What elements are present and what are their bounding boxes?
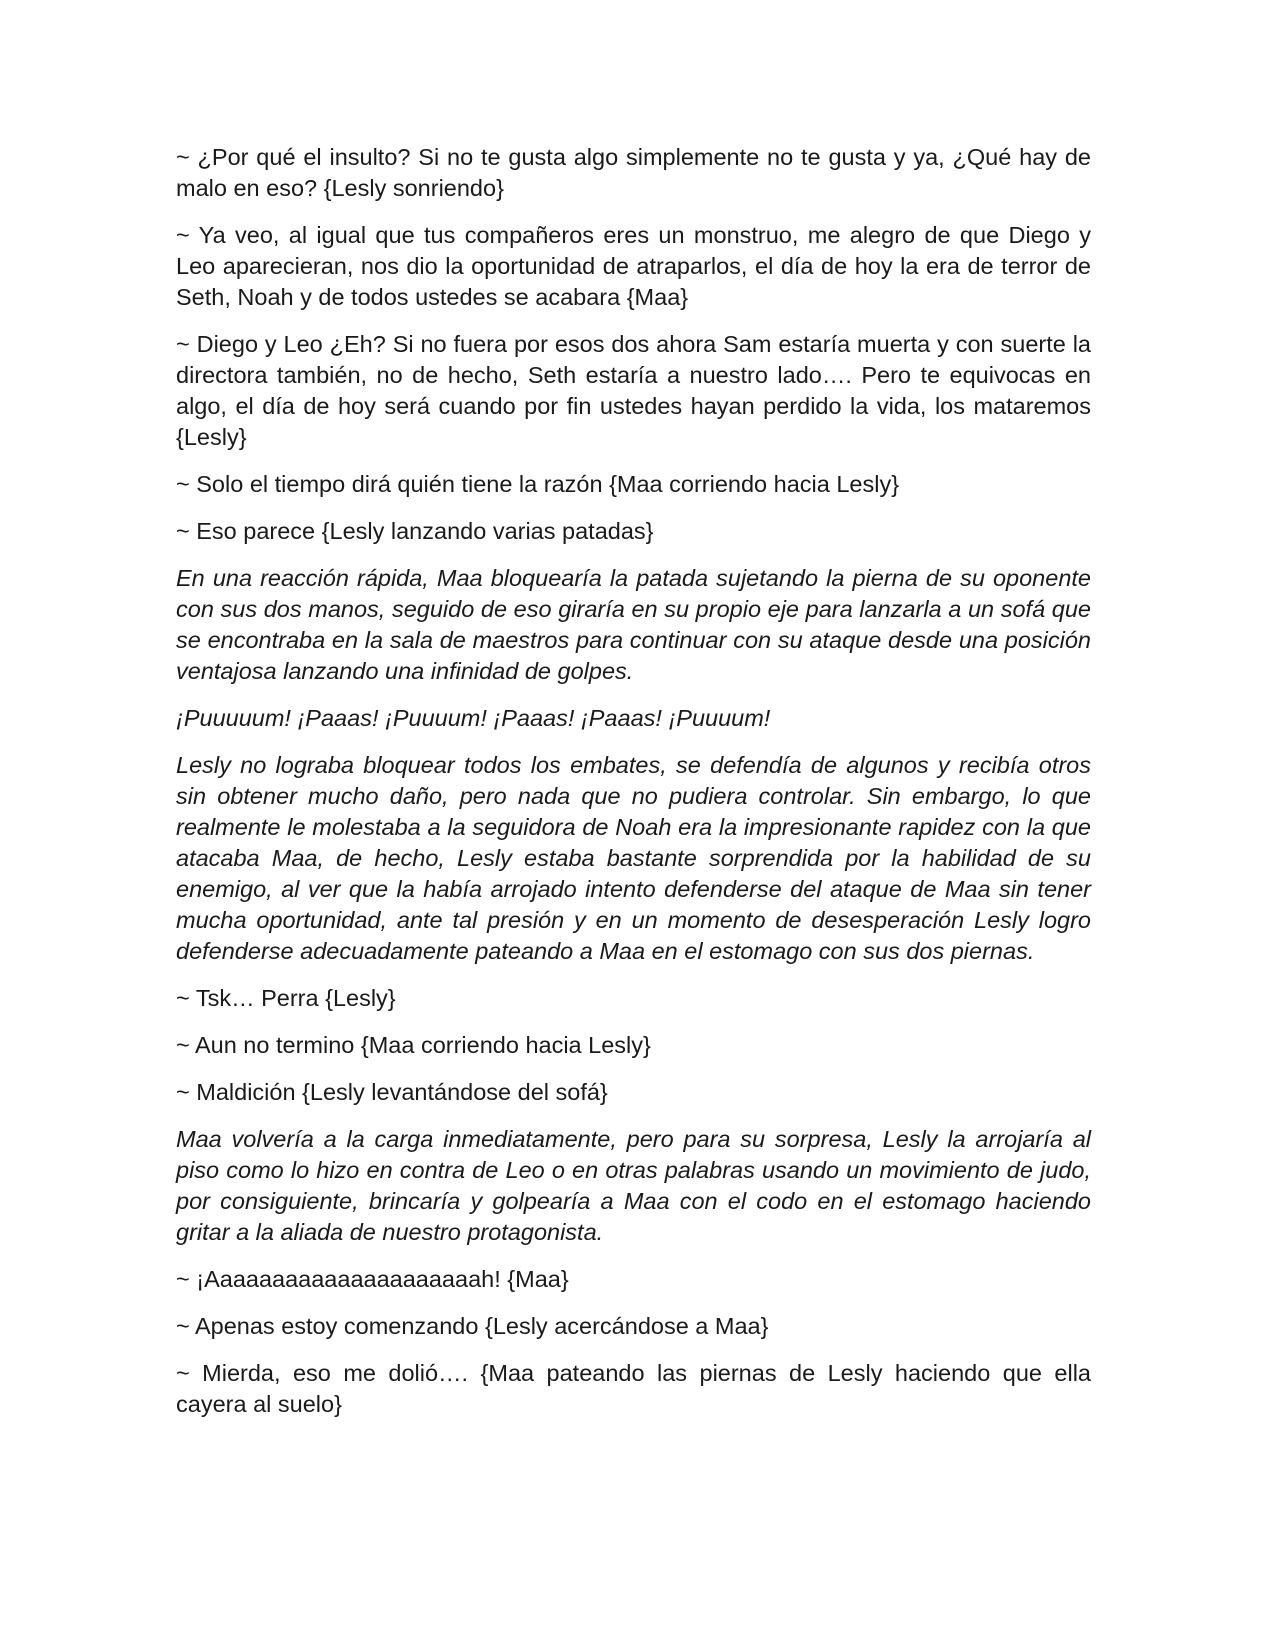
onomatopoeia-paragraph: ¡Puuuuum! ¡Paaas! ¡Puuuum! ¡Paaas! ¡Paaas! ¡Puuuum! [176, 705, 771, 731]
narration-paragraph: Lesly no lograba bloquear todos los embates, se defendía de algunos y recibía otros sin obtener mucho daño, pero nada que no pudiera controlar. Sin embargo, lo que realmente le molestaba a la seguidora de Noah era la impresionante rapidez con la que atacaba Maa, de hecho, Lesly estaba bastante sorprendida por la habilidad de su enemigo, al ver que la había arrojado intento defenderse del ataque de Maa sin tener mucha oportunidad, ante tal presión y en un momento de desesperación Lesly logro defenderse adecuadamente pateando a Maa en el estomago con sus dos piernas. [176, 752, 1091, 964]
dialogue-paragraph: ~ Mierda, eso me dolió…. {Maa pateando las piernas de Lesly haciendo que ella cayera al suelo} [176, 1360, 1091, 1417]
dialogue-paragraph: ~ Aun no termino {Maa corriendo hacia Lesly} [176, 1032, 651, 1058]
narration-paragraph: En una reacción rápida, Maa bloquearía la patada sujetando la pierna de su oponente con sus dos manos, seguido de eso giraría en su propio eje para lanzarla a un sofá que se encontraba en la sala de maestros para continuar con su ataque desde una posición ventajosa lanzando una infinidad de golpes. [176, 565, 1091, 684]
dialogue-paragraph: ~ Solo el tiempo dirá quién tiene la razón {Maa corriendo hacia Lesly} [176, 471, 900, 497]
page-body [176, 142, 1091, 1436]
dialogue-paragraph: ~ Tsk… Perra {Lesly} [176, 985, 396, 1011]
narration-paragraph: Maa volvería a la carga inmediatamente, pero para su sorpresa, Lesly la arrojaría al piso como lo hizo en contra de Leo o en otras palabras usando un movimiento de judo, por consiguiente, brincaría y golpearía a Maa con el codo en el estomago haciendo gritar a la aliada de nuestro protagonista. [176, 1126, 1091, 1245]
dialogue-paragraph: ~ Maldición {Lesly levantándose del sofá} [176, 1079, 608, 1105]
dialogue-paragraph: ~ Eso parece {Lesly lanzando varias patadas} [176, 518, 654, 544]
dialogue-paragraph: ~ Ya veo, al igual que tus compañeros eres un monstruo, me alegro de que Diego y Leo aparecieran, nos dio la oportunidad de atraparlos, el día de hoy la era de terror de Seth, Noah y de todos ustedes se acabara {Maa} [176, 222, 1091, 310]
dialogue-paragraph: ~ Diego y Leo ¿Eh? Si no fuera por esos dos ahora Sam estaría muerta y con suerte la directora también, no de hecho, Seth estaría a nuestro lado…. Pero te equivocas en algo, el día de hoy será cuando por fin ustedes hayan perdido la vida, los mataremos {Lesly} [176, 331, 1091, 450]
dialogue-paragraph: ~ Apenas estoy comenzando {Lesly acercándose a Maa} [176, 1313, 769, 1339]
dialogue-paragraph: ~ ¿Por qué el insulto? Si no te gusta algo simplemente no te gusta y ya, ¿Qué hay de malo en eso? {Lesly sonriendo} [176, 144, 1091, 201]
dialogue-paragraph: ~ ¡Aaaaaaaaaaaaaaaaaaaaah! {Maa} [176, 1266, 569, 1292]
